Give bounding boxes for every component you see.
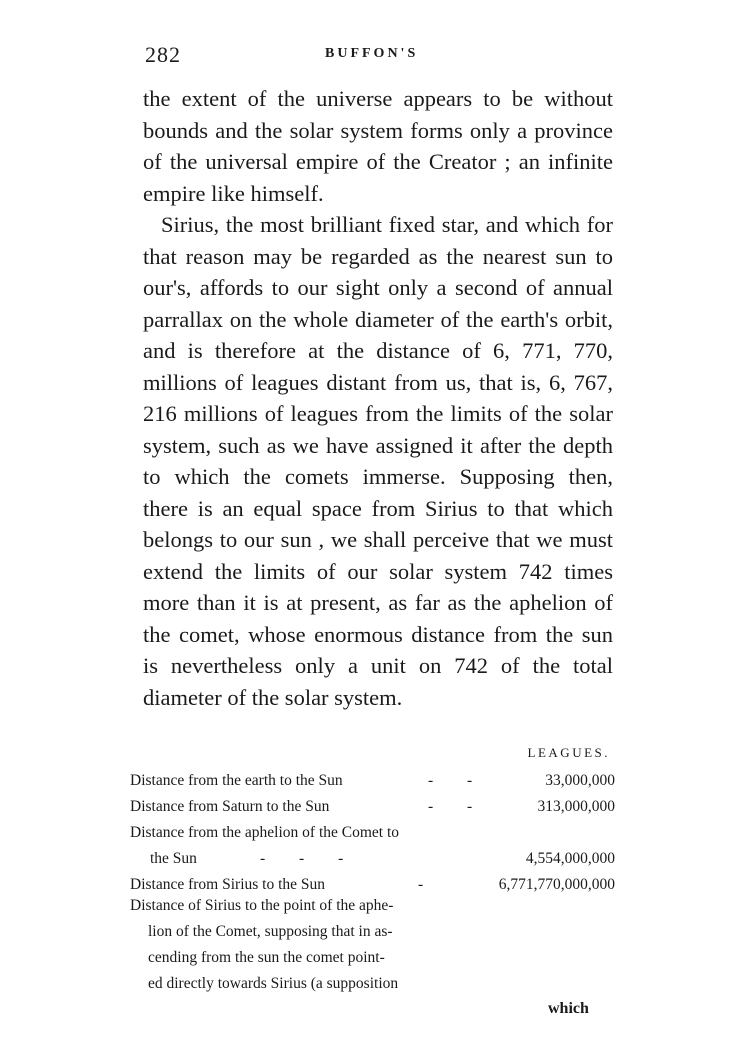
page-number: 282 — [145, 42, 181, 67]
table-row — [130, 768, 615, 794]
row-dots: - - — [428, 798, 473, 815]
table-note — [130, 893, 475, 997]
paragraph: Sirius, the most brilliant fixed star, and which for that reason may be regarded as the nearest sun to our's, affords to our sight only a second of annual parrallax on the whole diameter of the earth's orbit, and is therefore at the distance of 6, 771, 770, millions of leagues distant from us, that is, 6, 767, 216 millions of leagues from the limits of the solar system, such as we have assigned it after the depth to which the comets immerse. Supposing then, there is an equal space from Sirius to that which belongs to our sun , we shall perceive that we must extend the limits of our solar system 742 times more than it is at present, as far as the aphelion of the comet, whose enormous distance from the sun is nevertheless only a unit on 742 of the total diameter of the solar system. — [143, 212, 613, 710]
body-text — [143, 83, 613, 713]
row-dots: - - — [428, 772, 473, 789]
paragraph: the extent of the universe appears to be without bounds and the solar system forms only a province of the universal empire of the Creator ; an infinite empire like himself. — [143, 86, 613, 206]
running-head: BUFFON'S — [325, 46, 419, 61]
row-label: Distance from the aphelion of the Comet to — [130, 824, 400, 841]
row-label: Distance from the earth to the Sun — [130, 772, 343, 789]
table-row — [130, 846, 615, 872]
catchword: which — [548, 1000, 589, 1017]
page-header — [145, 42, 615, 72]
note-line: cending from the sun the comet point- — [148, 949, 385, 966]
row-value: 6,771,770,000,000 — [498, 876, 615, 893]
row-label: Distance from Sirius to the Sun — [130, 876, 326, 893]
table-unit-heading: LEAGUES. — [527, 745, 610, 760]
row-label: Distance from Saturn to the Sun — [130, 798, 330, 815]
note-line: Distance of Sirius to the point of the aphe- — [130, 897, 394, 914]
table-row — [130, 794, 615, 820]
row-label: the Sun — [150, 850, 197, 867]
row-dots: - — [418, 876, 424, 893]
row-value: 313,000,000 — [537, 798, 615, 815]
note-line: ed directly towards Sirius (a supposition — [148, 975, 399, 992]
row-dots: - - - — [260, 850, 344, 867]
table-row — [130, 820, 615, 846]
distance-table — [130, 768, 615, 898]
row-value: 33,000,000 — [545, 772, 615, 789]
row-value: 4,554,000,000 — [525, 850, 615, 867]
note-line: lion of the Comet, supposing that in as- — [148, 923, 393, 940]
